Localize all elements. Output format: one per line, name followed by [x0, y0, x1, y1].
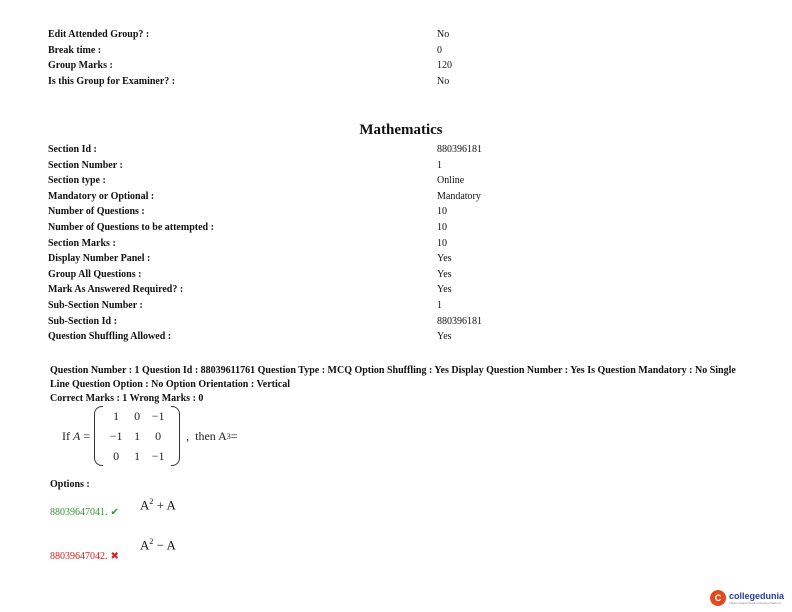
property-row: [48, 238, 748, 254]
property-row: [48, 331, 748, 347]
option-exponent: 2: [149, 537, 154, 546]
property-key: Section Id :: [48, 144, 97, 155]
option-base: A: [140, 537, 150, 553]
question-text: [62, 406, 238, 466]
property-row: [48, 160, 748, 176]
property-value: Yes: [437, 268, 452, 280]
property-key: Group Marks :: [48, 60, 113, 72]
property-row: [48, 316, 748, 332]
matrix-cell: −1: [109, 428, 123, 443]
question-marks: Correct Marks : 1 Wrong Marks : 0: [50, 393, 204, 404]
matrix-cell: 0: [113, 448, 120, 463]
collegedunia-logo: [710, 590, 784, 606]
question-variable: A: [73, 428, 81, 443]
question-exponent: 3: [226, 431, 231, 441]
option-id: 88039647041.: [50, 507, 108, 518]
property-value: 0: [437, 44, 442, 56]
property-value: 1: [437, 159, 442, 171]
property-value: Yes: [437, 331, 452, 343]
logo-text: [729, 591, 784, 605]
option-id: 88039647042.: [50, 551, 108, 562]
property-row: [48, 175, 748, 191]
question-comma: ,: [186, 428, 190, 443]
matrix-cell: 0: [134, 408, 141, 423]
property-row: [48, 206, 748, 222]
property-key: Section Number :: [48, 159, 123, 171]
matrix-left-paren: [94, 406, 103, 466]
property-key: Section Marks :: [48, 237, 116, 249]
property-key: Section type :: [48, 175, 106, 187]
cross-icon: ✖: [110, 551, 119, 562]
matrix-cell: 1: [134, 448, 141, 463]
property-key: Number of Questions to be attempted :: [48, 221, 214, 233]
section-title: Mathematics: [359, 122, 443, 138]
matrix-cell: −1: [151, 408, 165, 423]
question-prefix: If: [62, 428, 70, 443]
property-row: [48, 300, 748, 316]
property-value: 10: [437, 237, 447, 249]
logo-mark-icon: C: [710, 590, 726, 606]
property-key: Edit Attended Group? :: [48, 29, 150, 40]
property-row: [48, 253, 748, 269]
matrix-cell: 0: [155, 428, 162, 443]
property-key: Break time :: [48, 44, 102, 56]
property-row: [48, 269, 748, 285]
property-key: Sub-Section Number :: [48, 299, 143, 311]
option-rest: + A: [153, 497, 176, 513]
property-value: 10: [437, 221, 447, 233]
property-key: Question Shuffling Allowed :: [48, 331, 172, 343]
property-value: 880396181: [437, 144, 482, 155]
question-then-equals: =: [230, 428, 238, 443]
options-label: Options :: [50, 479, 90, 490]
property-value: No: [437, 29, 450, 40]
property-key: Sub-Section Id :: [48, 315, 117, 327]
property-value: 120: [437, 60, 452, 72]
check-icon: ✔: [110, 507, 119, 518]
matrix-cell: 1: [113, 408, 120, 423]
property-row: [48, 60, 748, 76]
matrix-cell: −1: [151, 448, 165, 463]
logo-name: collegedunia: [728, 591, 784, 601]
question-header: Question Number : 1 Question Id : 88039611761 Question Type : MCQ Option Shuffling : Yes Display Question Number : Yes Is Question Mandatory : No Single Line Question Option : No Option Orientation : Vertical: [50, 365, 736, 390]
question-equals: =: [83, 428, 91, 443]
option-expression: [140, 497, 176, 513]
option-item[interactable]: [50, 497, 176, 518]
property-row: [48, 191, 748, 207]
property-value: Yes: [437, 284, 452, 296]
property-key: Mark As Answered Required? :: [48, 284, 184, 296]
property-key: Number of Questions :: [48, 206, 145, 218]
property-key: Group All Questions :: [48, 268, 142, 280]
property-value: 1: [437, 299, 442, 311]
option-base: A: [140, 497, 150, 513]
property-value: Online: [437, 175, 465, 187]
property-key: Mandatory or Optional :: [48, 190, 155, 202]
property-row: [48, 222, 748, 238]
section-properties: [48, 144, 748, 347]
property-row: [48, 29, 748, 45]
property-key: Is this Group for Examiner? :: [48, 75, 176, 87]
property-value: 10: [437, 206, 447, 218]
matrix-cell: 1: [134, 428, 141, 443]
matrix: [94, 406, 180, 466]
property-value: Mandatory: [437, 190, 481, 202]
group-properties: [48, 29, 748, 91]
option-exponent: 2: [149, 497, 154, 506]
matrix-grid: [103, 409, 171, 464]
property-row: [48, 76, 748, 92]
property-row: [48, 284, 748, 300]
property-value: No: [437, 75, 450, 87]
property-key: Display Number Panel :: [48, 253, 151, 265]
question-then: then A: [195, 428, 227, 443]
matrix-right-paren: [171, 406, 180, 466]
property-row: [48, 144, 748, 160]
option-expression: [140, 537, 176, 553]
property-row: [48, 45, 748, 61]
property-value: Yes: [437, 253, 452, 265]
option-rest: − A: [153, 537, 176, 553]
option-item[interactable]: [50, 537, 176, 562]
property-value: 880396181: [437, 315, 482, 327]
logo-tagline: India's largest Student Review Platform: [728, 601, 782, 605]
